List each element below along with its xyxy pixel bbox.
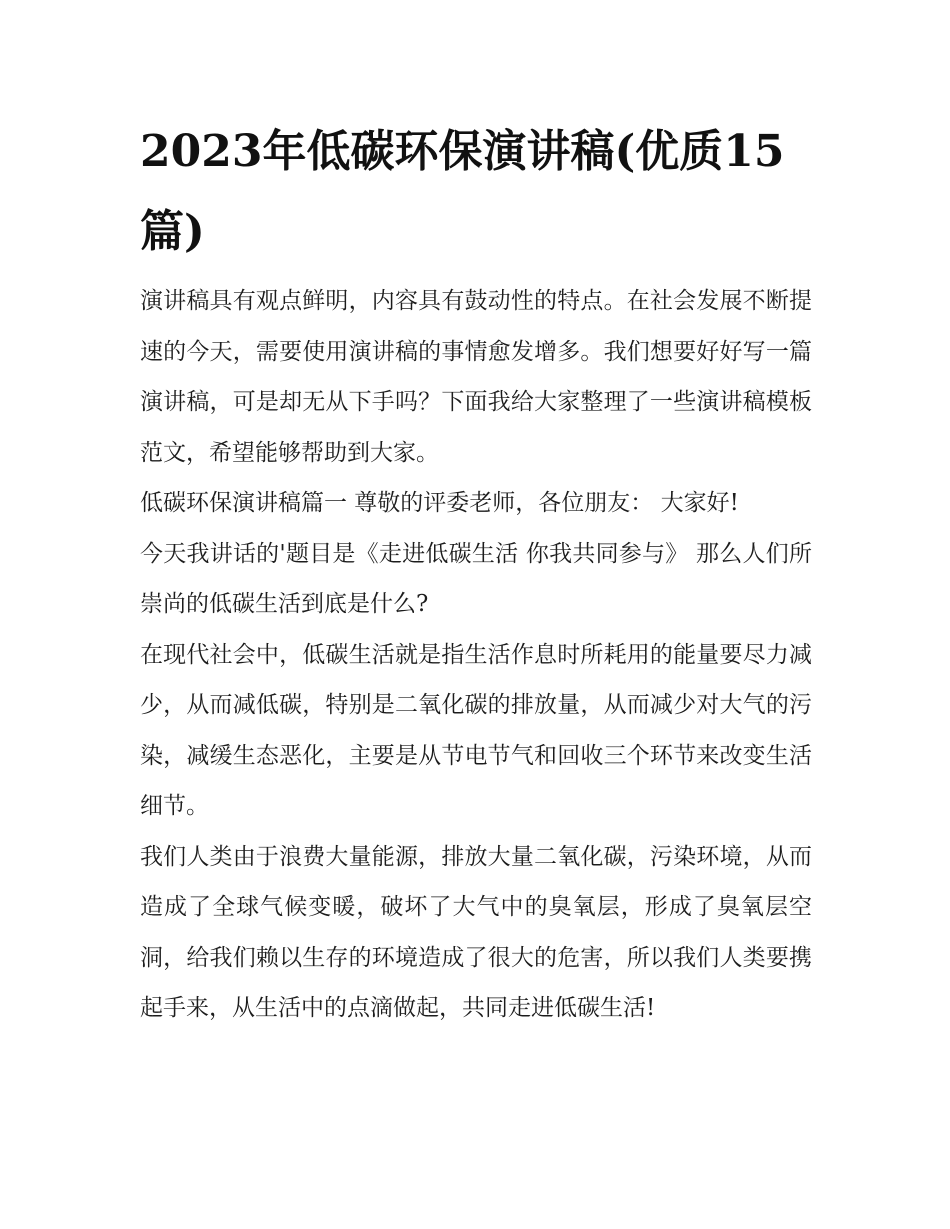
- paragraph-topic: 今天我讲话的'题目是《走进低碳生活 你我共同参与》 那么人们所崇尚的低碳生活到底是什么?: [140, 540, 812, 617]
- paragraph-definition: 在现代社会中，低碳生活就是指生活作息时所耗用的能量要尽力减少，从而减低碳，特别是二氧化碳的排放量，从而减少对大气的污染，减缓生态恶化，主要是从节电节气和回收三个环节来改变生活细节。: [140, 641, 812, 819]
- document-title: 2023年低碳环保演讲稿(优质15篇): [140, 126, 785, 257]
- paragraph-call-to-action: 我们人类由于浪费大量能源，排放大量二氧化碳，污染环境，从而造成了全球气候变暖，破坏了大气中的臭氧层，形成了臭氧层空洞，给我们赖以生存的环境造成了很大的危害，所以我们人类要携起手来，从生活中的点滴做起，共同走进低碳生活!: [140, 843, 812, 1021]
- paragraph-intro: 演讲稿具有观点鲜明，内容具有鼓动性的特点。在社会发展不断提速的今天，需要使用演讲稿的事情愈发增多。我们想要好好写一篇演讲稿，可是却无从下手吗？下面我给大家整理了一些演讲稿模板范文，希望能够帮助到大家。: [140, 288, 812, 466]
- document-body: [140, 276, 812, 1034]
- paragraph-greeting: 低碳环保演讲稿篇一 尊敬的评委老师，各位朋友： 大家好!: [140, 490, 739, 516]
- document-page: [140, 112, 812, 1034]
